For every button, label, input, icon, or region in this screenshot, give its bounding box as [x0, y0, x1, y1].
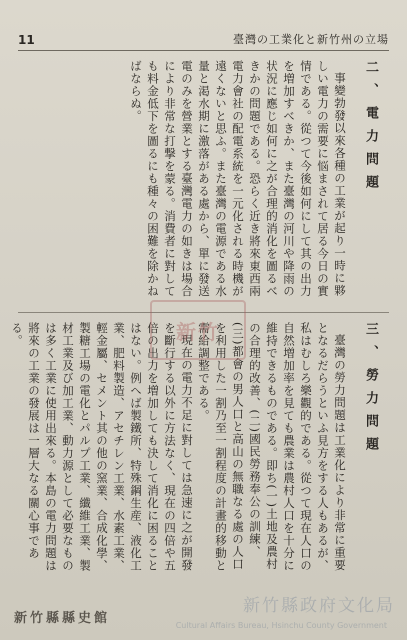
library-stamp: 新竹 [150, 300, 246, 360]
section-electricity [18, 60, 389, 305]
archive-mark: 新竹縣縣史館 [14, 611, 111, 626]
page-number: 11 [18, 33, 35, 47]
page-header [18, 28, 389, 51]
paragraph-electricity-1: 事變勃發以來各種の工業が起り一時に夥しい電力の需要に悩まされて居る今日の實情である。從つて今後如何にして其の出力を増加すべきか、また臺灣の河川や降雨の状況に應じ如何に之が合理的消化を圖るべきかの問題である。恐らく近き將來東西兩電力會社の配電系統を一元化される時機が遠くないと思ふ。また臺灣の電源である水量と渇水期に激落がある處から、單に發送電のみを營業とする臺灣電力の如きは場合により非常な打撃を蒙る。消費者に對しても料金低下を圖るにも種々の困難を除かねばならぬ。 [129, 60, 347, 298]
running-title: 臺灣の工業化と新竹州の立場 [233, 33, 389, 46]
watermark-main: 新竹縣政府文化局 [243, 596, 395, 616]
section-labor [10, 322, 389, 580]
section-title-electricity: 二、電力問題 [363, 60, 378, 198]
watermark-sub: Cultural Affairs Bureau, Hsinchu County Government [175, 621, 387, 630]
paragraph-labor-2: 現在の電力不足に對しては急速に之が開發を斷行する以外に方法なく、現在の四倍や五倍の出力を増加しても決して消化に困ることはない。例へば製鐵所、特殊鋼生産、液化工業、肥料製造、アセチレン工業、水素工業、輕金屬、セメント其の他の窯業、合成化學、製糖工場の電化とパルプ工業、纖維工業、製材工業及び加工業、動力源として必要なものは多く工業に使用出來る。本島の電力問題は將來の工業の發展は一層大なる關心事である。 [10, 322, 194, 572]
paragraph-labor-1: 臺灣の勞力問題は工業化により非常に重要となるだらうといふ見方をする人もあるが、私はむしろ樂觀的である。從つて現在人口の自然増加率を見ても農業は農村人口を十分に維持できるものである。即ち(一)土地及農村の合理的改善、(二)國民勞務奉公の訓練、(三)都會の男人口と高山の無職なる處の人口を利用した一割乃至一割程度の計畫的移動と需給調整である。 [197, 322, 347, 572]
section-title-labor: 三、勞力問題 [363, 322, 378, 460]
